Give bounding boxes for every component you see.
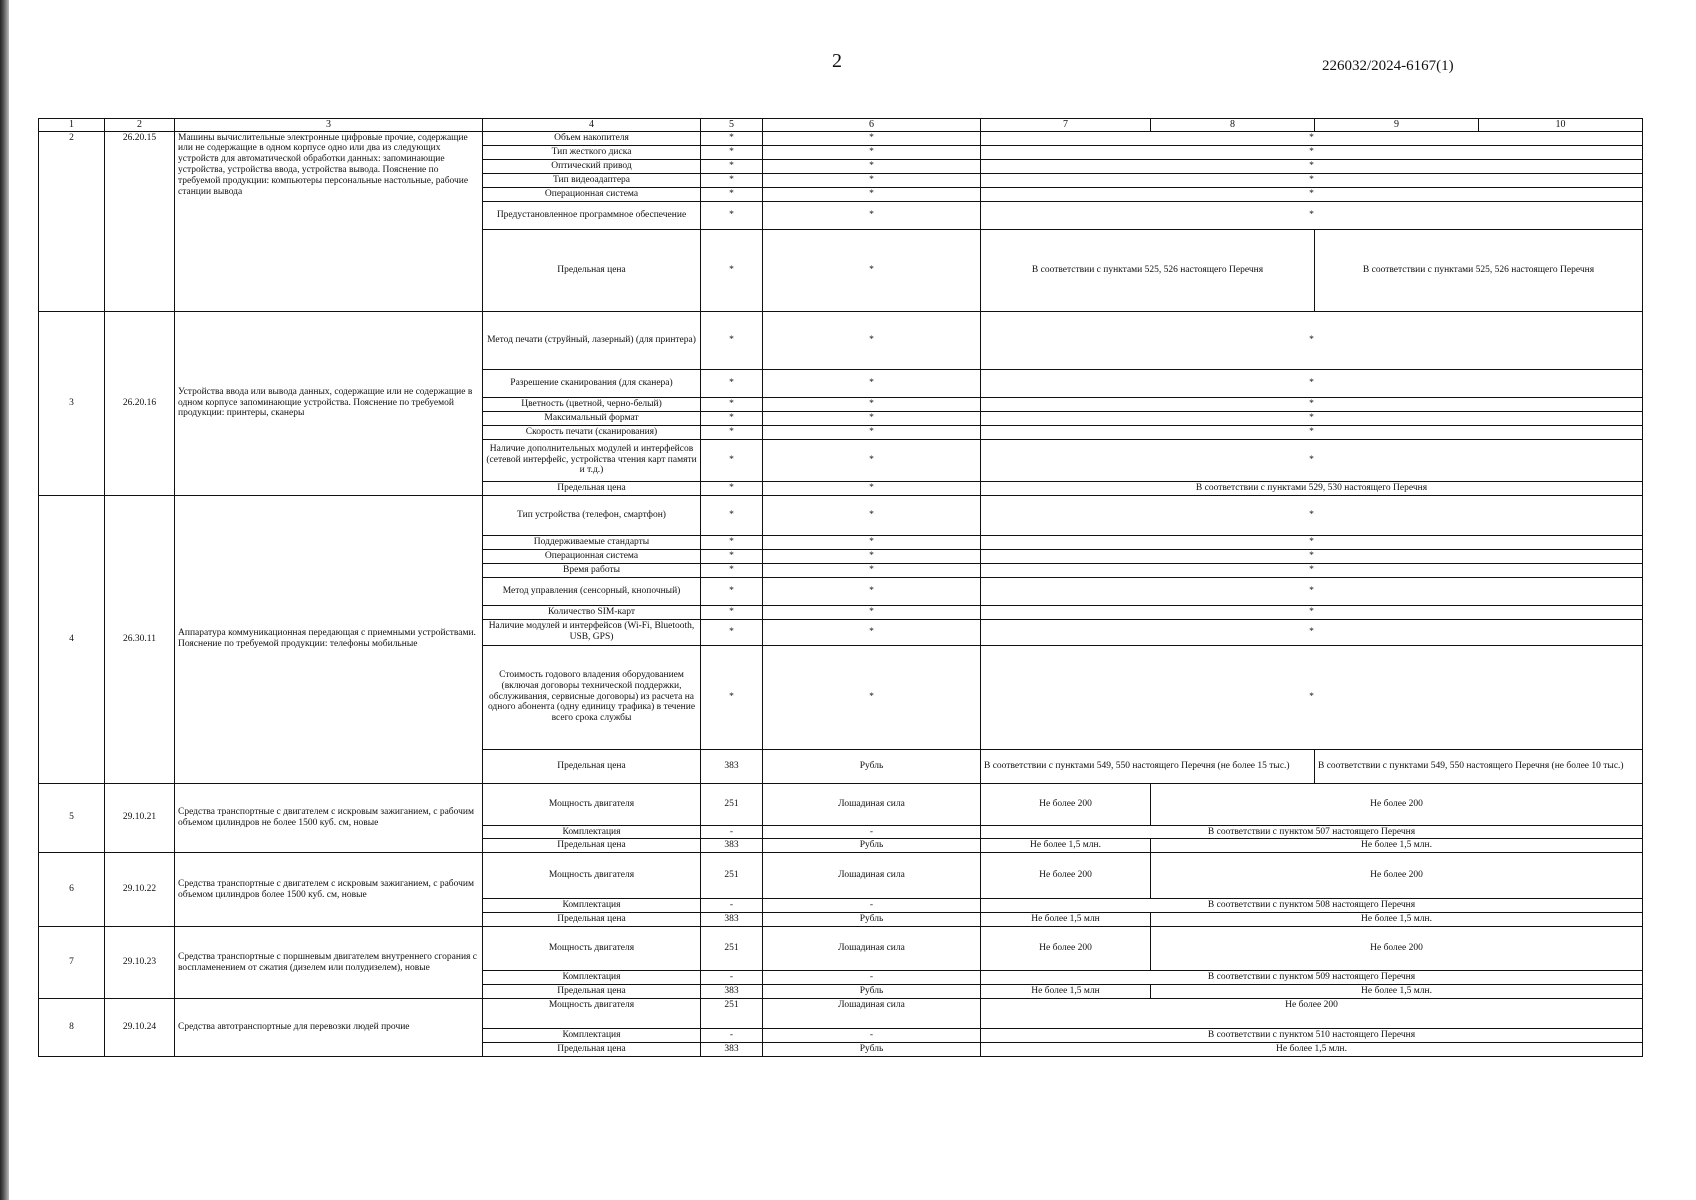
star-cell: * [701, 481, 763, 495]
star-cell: * [981, 201, 1643, 229]
star-cell: * [701, 411, 763, 425]
star-cell: * [981, 311, 1643, 369]
characteristic: Мощность двигателя [483, 783, 701, 825]
value-cell: В соответствии с пунктом 510 настоящего Перечня [981, 1029, 1643, 1043]
characteristic: Мощность двигателя [483, 927, 701, 971]
unit-code: 383 [701, 913, 763, 927]
requirements-table [38, 118, 1643, 1057]
unit-code: 251 [701, 927, 763, 971]
star-cell: * [763, 439, 981, 481]
row-number: 2 [39, 131, 105, 311]
star-cell: * [701, 619, 763, 645]
product-description: Аппаратура коммуникационная передающая с приемными устройствами. Пояснение по требуемой продукции: телефоны мобильные [175, 495, 483, 783]
document-code: 226032/2024-6167(1) [1322, 58, 1454, 74]
star-cell: * [701, 311, 763, 369]
characteristic: Скорость печати (сканирования) [483, 425, 701, 439]
unit-name: Лошадиная сила [763, 999, 981, 1029]
column-header: 3 [175, 119, 483, 132]
star-cell: * [981, 131, 1643, 145]
characteristic: Оптический привод [483, 159, 701, 173]
characteristic: Мощность двигателя [483, 999, 701, 1029]
characteristic: Тип устройства (телефон, смартфон) [483, 495, 701, 535]
column-header: 8 [1151, 119, 1315, 132]
value-cell: Не более 200 [1151, 853, 1643, 899]
unit-code: 251 [701, 853, 763, 899]
characteristic: Поддерживаемые стандарты [483, 535, 701, 549]
value-cell: Не более 1,5 млн. [1151, 913, 1643, 927]
characteristic: Наличие дополнительных модулей и интерфейсов (сетевой интерфейс, устройства чтения карт памяти и т.д.) [483, 439, 701, 481]
star-cell: * [701, 425, 763, 439]
dash-cell: - [701, 899, 763, 913]
okpd-code: 29.10.23 [105, 927, 175, 999]
star-cell: * [701, 187, 763, 201]
row-number: 5 [39, 783, 105, 853]
product-description: Средства транспортные с поршневым двигателем внутреннего сгорания с воспламенением от сжатия (дизелем или полудизелем), новые [175, 927, 483, 999]
characteristic: Наличие модулей и интерфейсов (Wi-Fi, Bluetooth, USB, GPS) [483, 619, 701, 645]
table-row [39, 131, 1643, 145]
star-cell: * [701, 495, 763, 535]
characteristic: Предельная цена [483, 481, 701, 495]
star-cell: * [981, 425, 1643, 439]
star-cell: * [763, 495, 981, 535]
characteristic: Операционная система [483, 187, 701, 201]
column-header: 6 [763, 119, 981, 132]
row-number: 4 [39, 495, 105, 783]
star-cell: * [763, 645, 981, 749]
row-number: 3 [39, 311, 105, 495]
page-number: 2 [832, 50, 842, 72]
star-cell: * [701, 145, 763, 159]
table-row [39, 999, 1643, 1029]
value-cell: Не более 200 [981, 783, 1151, 825]
price-note: В соответствии с пунктами 549, 550 настоящего Перечня (не более 10 тыс.) [1315, 749, 1643, 783]
star-cell: * [763, 619, 981, 645]
star-cell: * [981, 605, 1643, 619]
dash-cell: - [701, 971, 763, 985]
table-row [39, 311, 1643, 369]
star-cell: * [701, 229, 763, 311]
star-cell: * [763, 229, 981, 311]
star-cell: * [763, 131, 981, 145]
characteristic: Стоимость годового владения оборудованием (включая договоры технической поддержки, обслуживания, сервисные договоры) из расчета на одного абонента (одну единицу трафика) в течение всего срока службы [483, 645, 701, 749]
star-cell: * [981, 563, 1643, 577]
star-cell: * [981, 173, 1643, 187]
price-note: В соответствии с пунктами 525, 526 настоящего Перечня [981, 229, 1315, 311]
star-cell: * [763, 605, 981, 619]
value-cell: Не более 200 [981, 853, 1151, 899]
star-cell: * [701, 577, 763, 605]
characteristic: Цветность (цветной, черно-белый) [483, 397, 701, 411]
star-cell: * [981, 369, 1643, 397]
value-cell: Не более 200 [1151, 783, 1643, 825]
scan-edge [0, 0, 9, 1200]
characteristic: Метод управления (сенсорный, кнопочный) [483, 577, 701, 605]
star-cell: * [763, 187, 981, 201]
star-cell: * [763, 411, 981, 425]
star-cell: * [701, 369, 763, 397]
star-cell: * [763, 173, 981, 187]
star-cell: * [763, 311, 981, 369]
characteristic: Предельная цена [483, 1042, 701, 1056]
characteristic: Разрешение сканирования (для сканера) [483, 369, 701, 397]
star-cell: * [981, 495, 1643, 535]
star-cell: * [981, 439, 1643, 481]
product-description: Машины вычислительные электронные цифровые прочие, содержащие или не содержащие в одном корпусе одно или два из следующих устройств для автоматической обработки данных: запоминающие устройства, устройства ввода, устройства вывода. Пояснение по требуемой продукции: компьютеры персональные настольные, рабочие станции вывода [175, 131, 483, 311]
dash-cell: - [701, 825, 763, 839]
star-cell: * [981, 535, 1643, 549]
unit-name: Рубль [763, 913, 981, 927]
dash-cell: - [763, 1029, 981, 1043]
characteristic: Комплектация [483, 971, 701, 985]
value-cell: Не более 1,5 млн. [981, 1042, 1643, 1056]
characteristic: Количество SIM-карт [483, 605, 701, 619]
column-header: 7 [981, 119, 1151, 132]
star-cell: * [763, 145, 981, 159]
characteristic: Комплектация [483, 825, 701, 839]
unit-name: Лошадиная сила [763, 783, 981, 825]
dash-cell: - [701, 1029, 763, 1043]
column-header: 9 [1315, 119, 1479, 132]
characteristic: Предельная цена [483, 229, 701, 311]
star-cell: * [763, 397, 981, 411]
row-number: 8 [39, 999, 105, 1057]
value-cell: Не более 1,5 млн [981, 913, 1151, 927]
characteristic: Операционная система [483, 549, 701, 563]
value-cell: Не более 200 [981, 927, 1151, 971]
star-cell: * [701, 645, 763, 749]
characteristic: Максимальный формат [483, 411, 701, 425]
star-cell: * [701, 535, 763, 549]
value-cell: Не более 1,5 млн. [1151, 839, 1643, 853]
star-cell: * [701, 563, 763, 577]
star-cell: * [701, 173, 763, 187]
star-cell: * [981, 577, 1643, 605]
unit-code: 383 [701, 839, 763, 853]
star-cell: * [981, 619, 1643, 645]
unit-code: 251 [701, 999, 763, 1029]
price-note: В соответствии с пунктами 529, 530 настоящего Перечня [981, 481, 1643, 495]
characteristic: Время работы [483, 563, 701, 577]
characteristic: Тип жесткого диска [483, 145, 701, 159]
star-cell: * [701, 397, 763, 411]
unit-name: Лошадиная сила [763, 853, 981, 899]
characteristic: Комплектация [483, 1029, 701, 1043]
characteristic: Метод печати (струйный, лазерный) (для принтера) [483, 311, 701, 369]
characteristic: Комплектация [483, 899, 701, 913]
column-header: 4 [483, 119, 701, 132]
header-row [39, 119, 1643, 132]
star-cell: * [763, 159, 981, 173]
dash-cell: - [763, 899, 981, 913]
value-cell: Не более 1,5 млн. [1151, 985, 1643, 999]
characteristic: Предельная цена [483, 913, 701, 927]
star-cell: * [763, 563, 981, 577]
price-note: В соответствии с пунктами 549, 550 настоящего Перечня (не более 15 тыс.) [981, 749, 1315, 783]
star-cell: * [701, 605, 763, 619]
column-header: 1 [39, 119, 105, 132]
product-description: Устройства ввода или вывода данных, содержащие или не содержащие в одном корпусе запоминающие устройства. Пояснение по требуемой продукции: принтеры, сканеры [175, 311, 483, 495]
unit-code: 383 [701, 985, 763, 999]
unit-code: 251 [701, 783, 763, 825]
characteristic: Предустановленное программное обеспечение [483, 201, 701, 229]
product-description: Средства транспортные с двигателем с искровым зажиганием, с рабочим объемом цилиндров более 1500 куб. см, новые [175, 853, 483, 927]
star-cell: * [763, 577, 981, 605]
product-description: Средства автотранспортные для перевозки людей прочие [175, 999, 483, 1057]
unit-name: Рубль [763, 1042, 981, 1056]
star-cell: * [763, 201, 981, 229]
star-cell: * [701, 201, 763, 229]
column-header: 2 [105, 119, 175, 132]
star-cell: * [701, 549, 763, 563]
star-cell: * [981, 645, 1643, 749]
okpd-code: 26.30.11 [105, 495, 175, 783]
dash-cell: - [763, 971, 981, 985]
star-cell: * [981, 549, 1643, 563]
unit-name: Рубль [763, 839, 981, 853]
unit-code: 383 [701, 1042, 763, 1056]
characteristic: Тип видеоадаптера [483, 173, 701, 187]
characteristic: Мощность двигателя [483, 853, 701, 899]
value-cell: Не более 200 [1151, 927, 1643, 971]
star-cell: * [763, 535, 981, 549]
row-number: 7 [39, 927, 105, 999]
unit-code: 383 [701, 749, 763, 783]
star-cell: * [763, 549, 981, 563]
star-cell: * [981, 187, 1643, 201]
price-note: В соответствии с пунктами 525, 526 настоящего Перечня [1315, 229, 1643, 311]
value-cell: В соответствии с пунктом 509 настоящего Перечня [981, 971, 1643, 985]
characteristic: Предельная цена [483, 749, 701, 783]
star-cell: * [701, 159, 763, 173]
okpd-code: 29.10.22 [105, 853, 175, 927]
unit-name: Рубль [763, 985, 981, 999]
star-cell: * [701, 131, 763, 145]
characteristic: Объем накопителя [483, 131, 701, 145]
star-cell: * [981, 411, 1643, 425]
characteristic: Предельная цена [483, 985, 701, 999]
value-cell: Не более 1,5 млн [981, 985, 1151, 999]
unit-name: Лошадиная сила [763, 927, 981, 971]
star-cell: * [981, 159, 1643, 173]
table-row [39, 783, 1643, 825]
value-cell: Не более 200 [981, 999, 1643, 1029]
row-number: 6 [39, 853, 105, 927]
star-cell: * [763, 425, 981, 439]
dash-cell: - [763, 825, 981, 839]
okpd-code: 29.10.21 [105, 783, 175, 853]
star-cell: * [763, 369, 981, 397]
value-cell: Не более 1,5 млн. [981, 839, 1151, 853]
unit-name: Рубль [763, 749, 981, 783]
star-cell: * [701, 439, 763, 481]
table-row [39, 495, 1643, 535]
star-cell: * [981, 145, 1643, 159]
okpd-code: 29.10.24 [105, 999, 175, 1057]
table-row [39, 927, 1643, 971]
product-description: Средства транспортные с двигателем с искровым зажиганием, с рабочим объемом цилиндров не более 1500 куб. см, новые [175, 783, 483, 853]
star-cell: * [763, 481, 981, 495]
table-row [39, 853, 1643, 899]
star-cell: * [981, 397, 1643, 411]
value-cell: В соответствии с пунктом 507 настоящего Перечня [981, 825, 1643, 839]
okpd-code: 26.20.16 [105, 311, 175, 495]
column-header: 5 [701, 119, 763, 132]
column-header: 10 [1479, 119, 1643, 132]
value-cell: В соответствии с пунктом 508 настоящего Перечня [981, 899, 1643, 913]
characteristic: Предельная цена [483, 839, 701, 853]
okpd-code: 26.20.15 [105, 131, 175, 311]
